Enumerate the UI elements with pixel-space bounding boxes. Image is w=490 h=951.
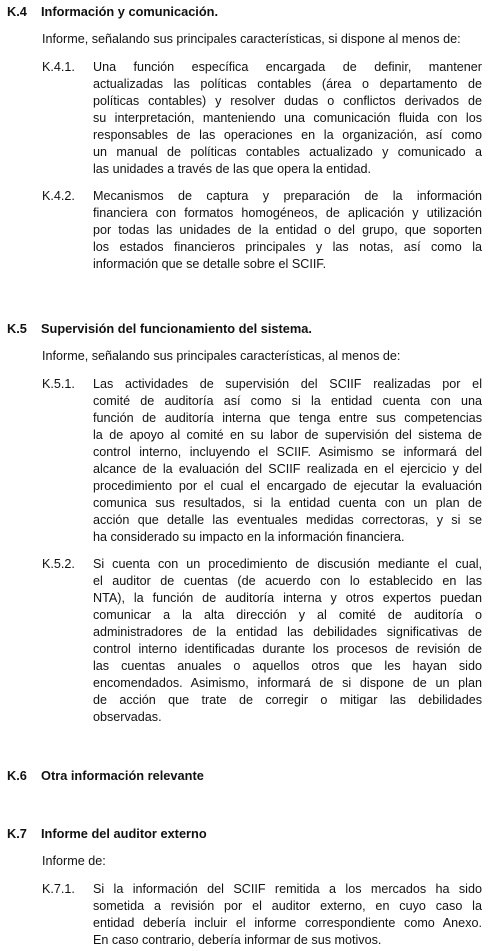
text-line: las unidades a través de las que opera la entidad.: [93, 162, 371, 176]
text-line: políticas contables) y resolver dudas o conflictos derivados de: [93, 94, 482, 108]
text-line: encomendados. Asimismo, informará de si dispone de un plan: [93, 676, 482, 690]
text-line: Si cuenta con un procedimiento de discusión mediante el cual,: [93, 557, 482, 571]
item-text: [93, 376, 482, 546]
text-line: por todas las unidades de la entidad o del grupo, que soporten: [93, 223, 482, 237]
text-line: el auditor de cuentas (de acuerdo con lo establecido en las: [93, 574, 482, 588]
text-line: control interno identificadas durante los procesos de revisión de: [93, 642, 482, 656]
section-intro: Informe, señalando sus principales características, si dispone al menos de:: [42, 32, 461, 46]
text-line: entidad debería incluir el informe correspondiente como Anexo.: [93, 916, 482, 930]
item-text: [93, 881, 482, 949]
section-heading-k7: [7, 825, 207, 842]
text-line: acción que detalle las eventuales medidas correctoras, y si se: [93, 513, 482, 527]
section-title: Otra información relevante: [41, 768, 204, 783]
item-text: [93, 556, 482, 726]
section-heading-k6: [7, 767, 204, 784]
item-number: K.7.1.: [42, 882, 75, 896]
text-line: los estados financieros principales y las notas, así como la: [93, 240, 482, 254]
section-heading-k4: [7, 3, 218, 20]
item-number: K.4.2.: [42, 189, 75, 203]
text-line: la de apoyo al comité en su labor de supervisión del sistema de: [93, 428, 482, 442]
section-number: K.4: [7, 4, 27, 19]
text-line: información que se detalle sobre el SCIIF.: [93, 257, 327, 271]
section-number: K.5: [7, 321, 27, 336]
section-title: Informe del auditor externo: [41, 826, 207, 841]
text-line: Las actividades de supervisión del SCIIF realizadas por el: [93, 377, 482, 391]
text-line: un manual de políticas contables actualizado y comunicado a: [93, 145, 482, 159]
item-number: K.4.1.: [42, 60, 75, 74]
text-line: de acción que trate de corregir o mitigar las debilidades: [93, 693, 482, 707]
item-number: K.5.2.: [42, 557, 75, 571]
section-number: K.6: [7, 768, 27, 783]
text-line: administradores de la entidad las debilidades significativas de: [93, 625, 482, 639]
text-line: función de auditoría interna que tenga entre sus competencias: [93, 411, 482, 425]
text-line: observadas.: [93, 710, 162, 724]
text-line: responsables de las operaciones en la organización, así como: [93, 128, 482, 142]
text-line: Si la información del SCIIF remitida a los mercados ha sido: [93, 882, 482, 896]
text-line: ha considerado su impacto en la información financiera.: [93, 530, 405, 544]
section-intro: Informe, señalando sus principales características, al menos de:: [42, 349, 401, 363]
item-text: [93, 59, 482, 178]
section-number: K.7: [7, 826, 27, 841]
section-title: Información y comunicación.: [41, 4, 219, 19]
text-line: NTA), la función de auditoría interna y otros expertos puedan: [93, 591, 482, 605]
text-line: En caso contrario, debería informar de sus motivos.: [93, 933, 382, 947]
section-title: Supervisión del funcionamiento del sistema.: [41, 321, 312, 336]
text-line: actualizadas las políticas contables (área o departamento de: [93, 77, 482, 91]
text-line: comunicar a la alta dirección y al comité de auditoría o: [93, 608, 482, 622]
text-line: comité de auditoría así como si la entidad cuenta con una: [93, 394, 482, 408]
text-line: las cuentas anuales o aquellos otros que les hayan sido: [93, 659, 482, 673]
text-line: procedimiento por el cual el encargado de ejecutar la evaluación: [93, 479, 482, 493]
text-line: Mecanismos de captura y preparación de la información: [93, 189, 482, 203]
text-line: Una función específica encargada de definir, mantener: [93, 60, 482, 74]
text-line: comunica sus resultados, si la entidad cuenta con un plan de: [93, 496, 482, 510]
text-line: sometida a revisión por el auditor externo, en cuyo caso la: [93, 899, 482, 913]
section-intro: Informe de:: [42, 854, 106, 868]
text-line: control interno, incluyendo el SCIIF. Asimismo se informará del: [93, 445, 482, 459]
text-line: financiera con formatos homogéneos, de aplicación y utilización: [93, 206, 482, 220]
item-number: K.5.1.: [42, 377, 75, 391]
section-heading-k5: [7, 320, 312, 337]
text-line: su interpretación, manteniendo una comunicación fluida con los: [93, 111, 482, 125]
text-line: alcance de la evaluación del SCIIF realizada en el ejercicio y del: [93, 462, 482, 476]
item-text: [93, 188, 482, 273]
